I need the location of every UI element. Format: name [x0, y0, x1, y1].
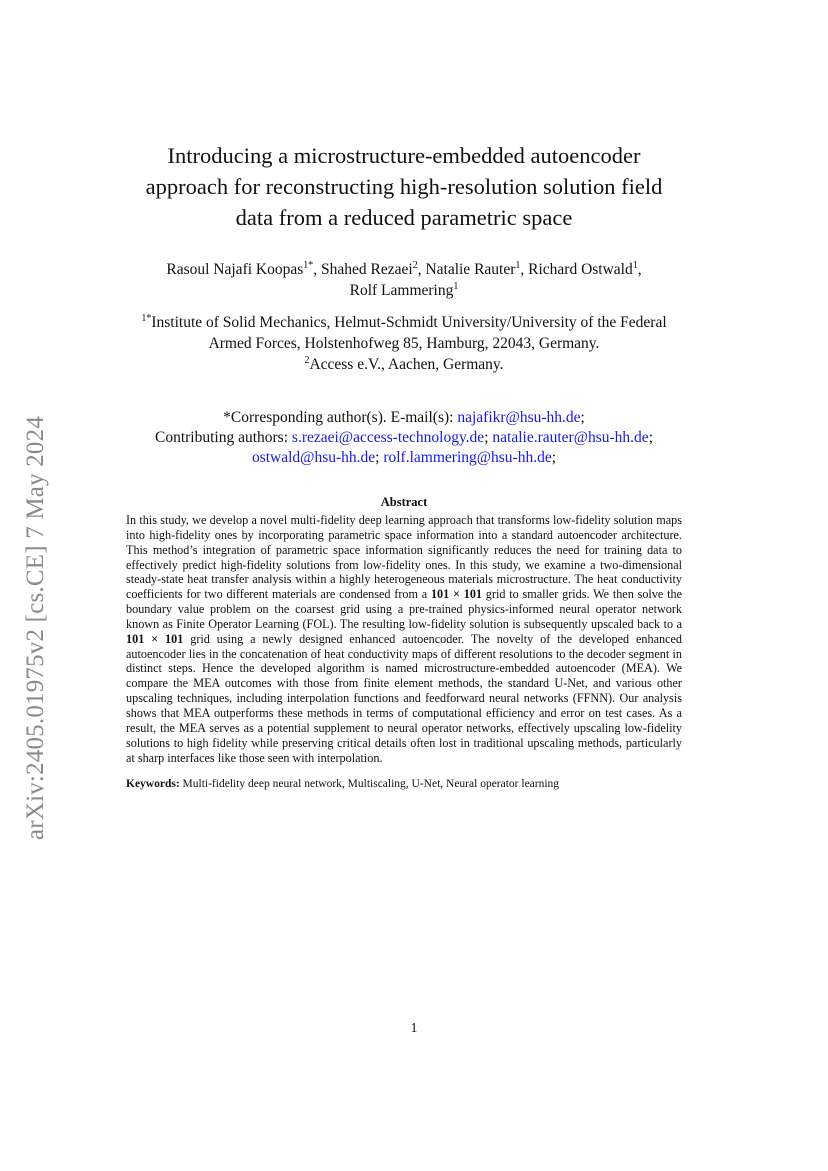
email-link[interactable]: s.rezaei@access-technology.de — [291, 429, 485, 446]
arxiv-identifier: arXiv:2405.01975v2 [cs.CE] 7 May 2024 — [22, 415, 49, 840]
author-name: Rasoul Najafi Koopas — [166, 261, 304, 278]
author-separator: , — [417, 261, 426, 278]
email-separator: ; — [484, 429, 489, 446]
contributing-label: Contributing authors: — [154, 429, 292, 446]
affiliation-mark: 2 — [304, 354, 310, 366]
author-affiliation-mark: 2 — [412, 259, 418, 271]
author-separator: , — [313, 261, 322, 278]
abstract-heading: Abstract — [380, 495, 428, 509]
contact-emails — [118, 408, 690, 468]
email-link[interactable]: najafikr@hsu-hh.de — [457, 409, 581, 426]
affiliations — [118, 312, 690, 375]
title-line: Introducing a microstructure-embedded autoencoder — [167, 143, 641, 168]
abstract-segment: grid using a newly designed enhanced autoencoder. The novelty of the developed enhanced autoencoder lies in the concatenation of heat conductivity maps of different resolutions to the decoder segment in distinct steps. Hence the developed algorithm is named microstructure-embedded autoencoder (MEA). We compare the MEA outcomes with those from finite element methods, the standard U-Net, and various other upscaling techniques, including interpolation functions and feedforward neural networks (FFNN). Our analysis shows that MEA outperforms these methods in terms of computational efficiency and error on test cases. As a result, the MEA serves as a potential supplement to neural operator networks, effectively upscaling low-fidelity solutions to high fidelity while preserving critical details often lost in traditional upscaling methods, particularly at sharp interfaces like those seen with interpolation. — [126, 631, 682, 765]
grid-size: 101 × 101 — [430, 587, 483, 602]
affiliation-text: Access e.V., Aachen, Germany. — [309, 356, 504, 373]
email-separator: ; — [375, 449, 380, 466]
email-link[interactable]: rolf.lammering@hsu-hh.de — [383, 449, 552, 466]
email-separator: ; — [551, 449, 557, 466]
affiliation-mark: 1* — [141, 312, 152, 324]
email-separator: ; — [580, 409, 585, 426]
email-link[interactable]: ostwald@hsu-hh.de — [251, 449, 376, 466]
email-link[interactable]: natalie.rauter@hsu-hh.de — [492, 429, 649, 446]
page-number: 1 — [410, 1021, 418, 1036]
title-line: data from a reduced parametric space — [235, 205, 573, 230]
author-separator: , — [637, 261, 642, 278]
author-name: Natalie Rauter — [425, 261, 516, 278]
author-affiliation-mark: 1 — [515, 259, 521, 271]
abstract-segment: grid to smaller grids. We then solve the boundary value problem on the coarsest grid using a pre-trained physics-informed neural operator network known as Finite Operator Learning (FOL). The resulting low-fidelity solution is subsequently upscaled back to a — [126, 587, 682, 631]
author-list — [118, 259, 690, 301]
email-separator: ; — [648, 429, 653, 446]
keywords — [126, 777, 682, 792]
keywords-label: Keywords: — [126, 778, 180, 791]
abstract-text — [126, 513, 682, 765]
affiliation-text: Armed Forces, Holstenhofweg 85, Hamburg, 22043, Germany. — [208, 335, 600, 352]
paper-title — [118, 140, 690, 233]
affiliation-text: Institute of Solid Mechanics, Helmut-Schmidt University/University of the Federal — [151, 314, 667, 331]
author-name: Rolf Lammering — [349, 282, 454, 299]
author-affiliation-mark: 1 — [632, 259, 638, 271]
author-affiliation-mark: 1* — [303, 259, 314, 271]
author-affiliation-mark: 1 — [453, 280, 459, 292]
author-name: Shahed Rezaei — [321, 261, 413, 278]
corresponding-label: *Corresponding author(s). E-mail(s): — [223, 409, 458, 426]
keywords-text: Multi-fidelity deep neural network, Multiscaling, U-Net, Neural operator learning — [179, 778, 560, 791]
abstract-segment: In this study, we develop a novel multi-fidelity deep learning approach that transforms low-fidelity solution maps into high-fidelity ones by incorporating parametric space information into a standard autoencoder architecture. This method’s integration of parametric space information significantly reduces the need for training data to effectively predict high-fidelity solutions from low-fidelity ones. In this study, we examine a two-dimensional steady-state heat transfer analysis within a highly heterogeneous materials microstructure. The heat conductivity coefficients for two different materials are condensed from a — [126, 513, 682, 602]
paper-first-page — [118, 140, 690, 792]
author-separator: , — [520, 261, 529, 278]
grid-size: 101 × 101 — [126, 631, 184, 646]
author-name: Richard Ostwald — [528, 261, 633, 278]
title-line: approach for reconstructing high-resolution solution field — [145, 174, 663, 199]
